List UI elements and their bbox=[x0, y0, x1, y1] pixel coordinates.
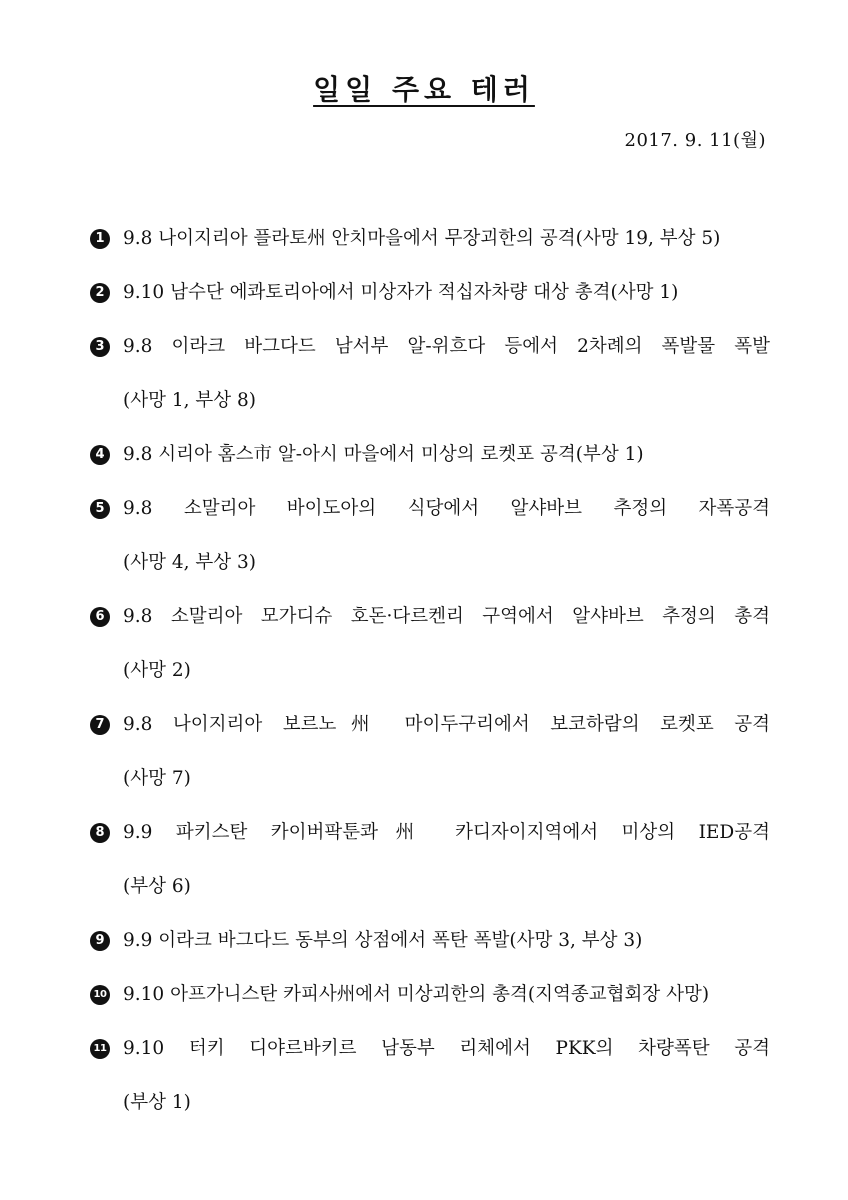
incident-item bbox=[90, 1022, 770, 1130]
incident-text: 9.9 이라크 바그다드 동부의 상점에서 폭탄 폭발(사망 3, 부상 3) bbox=[123, 930, 643, 951]
incident-casualties: (사망 7) bbox=[123, 768, 191, 789]
incident-item bbox=[90, 590, 770, 698]
incident-item bbox=[90, 698, 770, 806]
incident-list bbox=[90, 212, 770, 1130]
incident-item bbox=[90, 482, 770, 590]
incident-text: 9.10 남수단 에콰토리아에서 미상자가 적십자차량 대상 총격(사망 1) bbox=[123, 282, 679, 303]
incident-item bbox=[90, 212, 770, 266]
incident-text: 9.10 터키 디야르바키르 남동부 리체에서 PKK의 차량폭탄 공격 bbox=[123, 1038, 770, 1059]
number-bullet-icon: 10 bbox=[90, 985, 110, 1005]
incident-text: 9.8 소말리아 바이도아의 식당에서 알샤바브 추정의 자폭공격 bbox=[123, 498, 770, 519]
title-text: 일일 주요 테러 bbox=[313, 73, 535, 106]
number-bullet-icon: 5 bbox=[90, 499, 110, 519]
incident-text: 9.10 아프가니스탄 카피사州에서 미상괴한의 총격(지역종교협회장 사망) bbox=[123, 984, 710, 1005]
number-bullet-icon: 6 bbox=[90, 607, 110, 627]
incident-casualties: (사망 2) bbox=[123, 660, 191, 681]
incident-casualties: (사망 1, 부상 8) bbox=[123, 390, 256, 411]
number-bullet-icon: 8 bbox=[90, 823, 110, 843]
incident-text: 9.8 나이지리아 플라토州 안치마을에서 무장괴한의 공격(사망 19, 부상 5) bbox=[123, 228, 721, 249]
page-title bbox=[0, 68, 848, 108]
incident-text: 9.9 파키스탄 카이버팍툰콰州 카디자이지역에서 미상의 IED공격 bbox=[123, 822, 770, 843]
incident-item bbox=[90, 914, 770, 968]
incident-item bbox=[90, 968, 770, 1022]
incident-item bbox=[90, 806, 770, 914]
number-bullet-icon: 11 bbox=[90, 1039, 110, 1059]
incident-text: 9.8 이라크 바그다드 남서부 알-위흐다 등에서 2차례의 폭발물 폭발 bbox=[123, 336, 770, 357]
incident-casualties: (부상 6) bbox=[123, 876, 191, 897]
incident-item bbox=[90, 320, 770, 428]
number-bullet-icon: 3 bbox=[90, 337, 110, 357]
number-bullet-icon: 4 bbox=[90, 445, 110, 465]
number-bullet-icon: 2 bbox=[90, 283, 110, 303]
incident-text: 9.8 나이지리아 보르노州 마이두구리에서 보코하람의 로켓포 공격 bbox=[123, 714, 770, 735]
incident-item bbox=[90, 428, 770, 482]
number-bullet-icon: 7 bbox=[90, 715, 110, 735]
incident-casualties: (부상 1) bbox=[123, 1092, 191, 1113]
incident-text: 9.8 시리아 홈스市 알-아시 마을에서 미상의 로켓포 공격(부상 1) bbox=[123, 444, 644, 465]
number-bullet-icon: 1 bbox=[90, 229, 110, 249]
number-bullet-icon: 9 bbox=[90, 931, 110, 951]
incident-text: 9.8 소말리아 모가디슈 호돈·다르켄리 구역에서 알샤바브 추정의 총격 bbox=[123, 606, 770, 627]
incident-item bbox=[90, 266, 770, 320]
incident-casualties: (사망 4, 부상 3) bbox=[123, 552, 256, 573]
report-date: 2017. 9. 11(월) bbox=[624, 130, 766, 151]
